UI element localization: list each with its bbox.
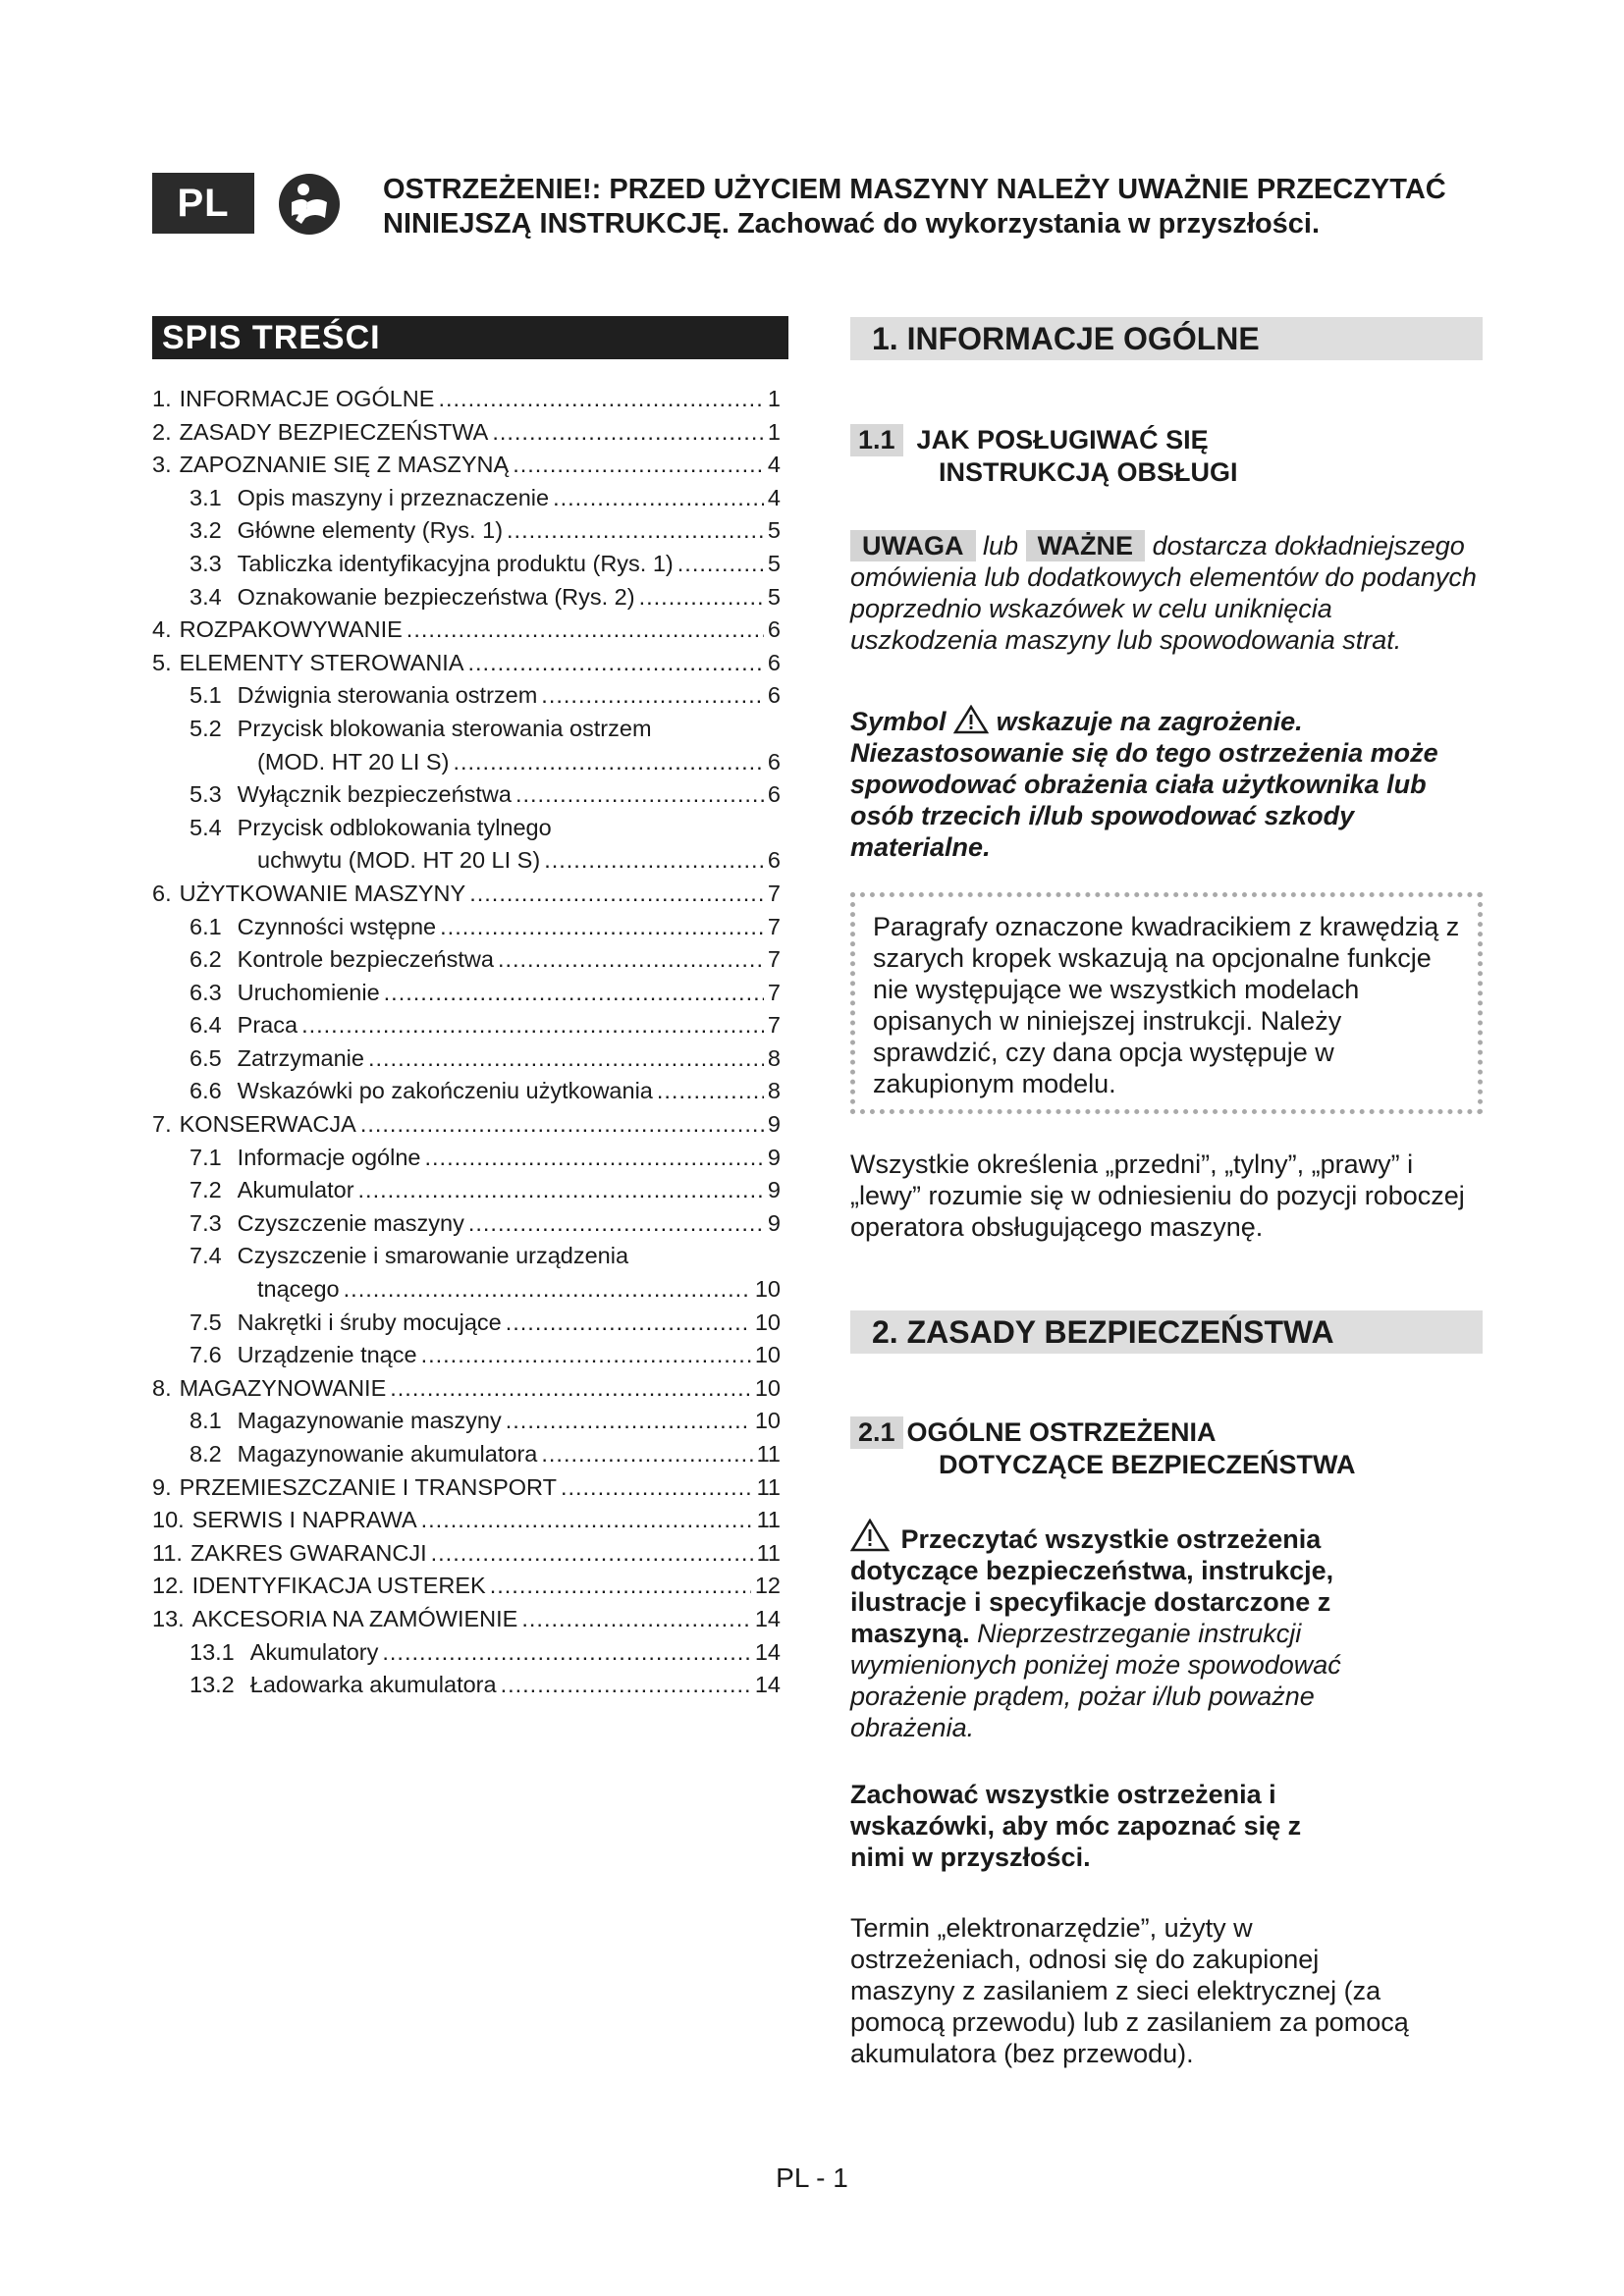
toc-entry-page: 5 (767, 583, 781, 610)
toc-entry-page: 4 (767, 452, 781, 478)
toc-entry (152, 1669, 785, 1702)
toc-entry (152, 878, 785, 911)
toc-entry (152, 647, 785, 680)
toc-dot-leader (515, 778, 764, 812)
toc-dot-leader (421, 1339, 751, 1372)
toc-entry-label: Wyłącznik bezpieczeństwa (237, 781, 512, 808)
toc-entry (152, 482, 785, 515)
toc-entry-label: Dźwignia sterowania ostrzem (237, 682, 538, 709)
toc-dot-leader (657, 1075, 764, 1108)
toc-entry-page: 10 (754, 1308, 781, 1335)
toc-entry (152, 1504, 785, 1537)
toc-entry-label: PRZEMIESZCZANIE I TRANSPORT (179, 1473, 557, 1500)
toc-entry (152, 844, 785, 878)
toc-entry-page: 10 (754, 1374, 781, 1401)
toc-dot-leader (468, 647, 764, 680)
toc-dot-leader (506, 1307, 751, 1340)
toc-entry-number: 10. (152, 1507, 185, 1533)
read-manual-icon (278, 173, 341, 236)
toc-entry (152, 416, 785, 450)
toc-entry (152, 614, 785, 647)
toc-entry (152, 1207, 785, 1241)
toc-entry-label: Czyszczenie i smarowanie urządzenia (237, 1243, 629, 1269)
toc-entry-page: 7 (767, 946, 781, 973)
toc-dot-leader (513, 449, 764, 482)
toc-dot-leader (639, 581, 764, 614)
toc-entry (152, 1438, 785, 1471)
toc-entry-label: ELEMENTY STEROWANIA (179, 649, 464, 675)
toc-dot-leader (498, 943, 764, 977)
toc-entry (152, 778, 785, 812)
optional-feature-note: Paragrafy oznaczone kwadracikiem z krawędzią z szarych kropek wskazują na opcjonalne funkcje nie występujące we wszystkich modelach opisanych w niniejszej instrukcji. Należy sprawdzić, czy dana opcja występuje w zakupionym modelu. (850, 892, 1483, 1114)
toc-entry-label: ROZPAKOWYWANIE (179, 616, 403, 643)
toc-entry-number: 8.1 (189, 1408, 222, 1434)
toc-dot-leader (382, 1636, 751, 1670)
toc-entry-number: 7.3 (189, 1209, 222, 1236)
toc-entry-page: 4 (767, 484, 781, 510)
section2-sub-title-1: OGÓLNE OSTRZEŻENIA (906, 1417, 1217, 1447)
toc-dot-leader (424, 1142, 763, 1175)
toc-entry-page: 10 (754, 1276, 781, 1303)
toc-entry-number: 6.4 (189, 1012, 222, 1039)
toc-entry-label: Urządzenie tnące (237, 1342, 417, 1368)
toc-entry (152, 812, 785, 845)
toc-dot-leader (541, 679, 764, 713)
toc-dot-leader (553, 482, 764, 515)
toc-entry-label: (MOD. HT 20 LI S) (257, 748, 450, 774)
toc-title: SPIS TREŚCI (152, 316, 788, 359)
toc-entry (152, 383, 785, 416)
toc-entry-number: 13. (152, 1605, 185, 1631)
toc-entry (152, 1372, 785, 1406)
toc-entry-number: 3.2 (189, 517, 222, 544)
toc-entry-number: 5.2 (189, 715, 222, 741)
uwaga-text-2: dokładniejszego omówienia lub dodatkowych elementów do podanych poprzednio wskazówek w celu uniknięcia uszkodzenia maszyny lub spowodowania strat. (850, 531, 1477, 655)
toc-entry-number: 8. (152, 1374, 172, 1401)
toc-entry-label: IDENTYFIKACJA USTEREK (191, 1573, 486, 1599)
read-warnings-paragraph (850, 1519, 1410, 1743)
warning-header: OSTRZEŻENIE!: PRZED UŻYCIEM MASZYNY NALEŻY UWAŻNIE PRZECZYTAĆ NINIEJSZĄ INSTRUKCJĘ. Zachować do wykorzystania w przyszłości. (383, 174, 1446, 240)
toc-dot-leader (544, 844, 764, 878)
toc-entry (152, 581, 785, 614)
toc-dot-leader (438, 383, 763, 416)
toc-entry-number: 5.4 (189, 814, 222, 840)
toc-dot-leader (492, 416, 764, 450)
toc-entry-page: 10 (754, 1342, 781, 1368)
toc-entry-label: Praca (237, 1012, 298, 1039)
toc-entry-label: Główne elementy (Rys. 1) (237, 517, 504, 544)
toc-entry (152, 977, 785, 1010)
toc-entry-number: 7.1 (189, 1144, 222, 1170)
toc-entry-page: 6 (767, 781, 781, 808)
symbol-word: Symbol (850, 707, 947, 736)
toc-entry-number: 7.4 (189, 1243, 222, 1269)
toc-entry-number: 6.2 (189, 946, 222, 973)
toc-entry-label: Czynności wstępne (237, 913, 437, 939)
toc-entry-number: 6.1 (189, 913, 222, 939)
uwaga-text-1: dostarcza (1152, 531, 1268, 561)
toc-entry-page: 5 (767, 517, 781, 544)
toc-entry (152, 911, 785, 944)
lub-word: lub (983, 531, 1019, 561)
toc-entry-page: 11 (756, 1441, 781, 1467)
toc-entry (152, 1174, 785, 1207)
term-paragraph: Termin „elektronarzędzie”, użyty w ostrzeżeniach, odnosi się do zakupionej maszyny z zasilaniem z sieci elektrycznej (za pomocą przewodu) lub z zasilaniem za pomocą akumulatora (bez przewodu). (850, 1913, 1409, 2068)
toc-entry (152, 1307, 785, 1340)
toc-entry-label: Opis maszyny i przeznaczenie (237, 484, 550, 510)
read-warnings-bold: Przeczytać wszystkie ostrzeżenia dotyczące bezpieczeństwa, instrukcje, ilustracje i specyfikacje dostarczone z maszyną. (850, 1524, 1334, 1648)
toc-dot-leader (358, 1174, 764, 1207)
toc-entry-number: 6.6 (189, 1078, 222, 1104)
toc-dot-leader (406, 614, 764, 647)
toc-entry-number: 3.3 (189, 550, 222, 576)
toc-dot-leader (390, 1372, 751, 1406)
toc-entry-number: 5. (152, 649, 172, 675)
toc-entry-page: 7 (767, 979, 781, 1005)
section1-subheading (850, 424, 1483, 489)
toc-entry (152, 548, 785, 581)
toc-dot-leader (421, 1504, 753, 1537)
toc-entry-number: 12. (152, 1573, 185, 1599)
toc-entry (152, 1537, 785, 1571)
toc-entry-page: 1 (767, 386, 781, 411)
toc-entry-label: Akumulator (237, 1177, 354, 1203)
toc-entry-label: Przycisk odblokowania tylnego (237, 814, 552, 840)
toc-entry-page: 11 (756, 1507, 781, 1533)
section2-sub-number: 2.1 (850, 1416, 903, 1449)
toc-entry-label: SERWIS I NAPRAWA (191, 1507, 417, 1533)
section2-sub-title-2: DOTYCZĄCE BEZPIECZEŃSTWA (939, 1450, 1356, 1479)
toc-entry-label: Czyszczenie maszyny (237, 1209, 464, 1236)
toc-entry-label: tnącego (257, 1276, 340, 1303)
language-badge: PL (152, 173, 254, 234)
toc-entry-label: Magazynowanie akumulatora (237, 1441, 538, 1467)
toc-entry-number: 3.1 (189, 484, 222, 510)
toc-entry-page: 6 (767, 847, 781, 874)
toc-entry-number: 5.3 (189, 781, 222, 808)
toc-entry-label: Przycisk blokowania sterowania ostrzem (237, 715, 652, 741)
toc-entry (152, 679, 785, 713)
toc-dot-leader (561, 1471, 753, 1505)
toc-entry (152, 1471, 785, 1505)
toc-entry-number: 13.2 (189, 1672, 235, 1698)
section2-title: 2. ZASADY BEZPIECZEŃSTWA (850, 1310, 1483, 1354)
toc-entry-number: 3.4 (189, 583, 222, 610)
toc-dot-leader (521, 1603, 751, 1636)
toc-dot-leader (541, 1438, 752, 1471)
toc-entry-number: 7.6 (189, 1342, 222, 1368)
toc-entry-label: Ładowarka akumulatora (249, 1672, 497, 1698)
toc-entry-page: 6 (767, 616, 781, 643)
toc-entry-label: MAGAZYNOWANIE (179, 1374, 387, 1401)
toc-entry-label: UŻYTKOWANIE MASZYNY (179, 880, 466, 906)
section1-sub-title-2: INSTRUKCJĄ OBSŁUGI (939, 457, 1238, 487)
toc-dot-leader (468, 1207, 764, 1241)
toc-entry-page: 7 (767, 913, 781, 939)
section1-title: 1. INFORMACJE OGÓLNE (850, 317, 1483, 360)
toc-entry-page: 9 (767, 1111, 781, 1138)
toc-entry-page: 14 (754, 1638, 781, 1665)
table-of-contents (152, 383, 785, 1702)
toc-dot-leader (501, 1669, 751, 1702)
toc-dot-leader (431, 1537, 753, 1571)
toc-dot-leader (344, 1273, 751, 1307)
toc-entry-page: 11 (756, 1539, 781, 1566)
toc-entry-page: 1 (767, 418, 781, 445)
toc-entry (152, 1603, 785, 1636)
toc-entry (152, 1636, 785, 1670)
toc-entry-label: ZAKRES GWARANCJI (189, 1539, 427, 1566)
toc-dot-leader (384, 977, 764, 1010)
toc-entry-label: ZAPOZNANIE SIĘ Z MASZYNĄ (179, 452, 510, 478)
keep-warnings-paragraph: Zachować wszystkie ostrzeżenia i wskazówki, aby móc zapoznać się z nimi w przyszłości. (850, 1780, 1302, 1872)
read-warnings-italic: Nieprzestrzeganie instrukcji wymienionych poniżej może spowodować porażenie prądem, pożar i/lub poważne obrażenia. (850, 1619, 1341, 1742)
toc-entry-number: 1. (152, 386, 172, 411)
toc-entry-number: 7. (152, 1111, 172, 1138)
toc-entry (152, 1075, 785, 1108)
toc-entry-page: 12 (754, 1573, 781, 1599)
toc-entry-number: 7.5 (189, 1308, 222, 1335)
page-number: PL - 1 (776, 2163, 848, 2193)
toc-entry-label: Wskazówki po zakończeniu użytkowania (237, 1078, 653, 1104)
section1-sub-number: 1.1 (850, 424, 903, 456)
toc-entry-number: 2. (152, 418, 172, 445)
warning-triangle-icon (953, 705, 989, 734)
toc-entry-number: 11. (152, 1539, 183, 1566)
toc-entry-label: Informacje ogólne (237, 1144, 421, 1170)
toc-entry (152, 1405, 785, 1438)
toc-entry-page: 6 (767, 682, 781, 709)
toc-entry (152, 514, 785, 548)
toc-entry-number: 13.1 (189, 1638, 235, 1665)
toc-entry-number: 4. (152, 616, 172, 643)
toc-entry (152, 449, 785, 482)
symbol-paragraph (850, 705, 1483, 863)
toc-dot-leader (360, 1108, 764, 1142)
toc-entry (152, 1339, 785, 1372)
toc-entry-label: uchwytu (MOD. HT 20 LI S) (257, 847, 541, 874)
toc-dot-leader (506, 1405, 751, 1438)
toc-dot-leader (453, 746, 763, 779)
toc-entry-page: 9 (767, 1144, 781, 1170)
toc-entry-page: 11 (756, 1473, 781, 1500)
toc-dot-leader (507, 514, 764, 548)
symbol-text: wskazuje na zagrożenie. Niezastosowanie się do tego ostrzeżenia może spowodować obrażenia ciała użytkownika lub osób trzecich i/lub spowodować szkody materialne. (850, 707, 1438, 862)
toc-entry-page: 6 (767, 748, 781, 774)
toc-dot-leader (440, 911, 764, 944)
toc-entry-label: Uruchomienie (237, 979, 380, 1005)
toc-entry (152, 1273, 785, 1307)
toc-entry-number: 7.2 (189, 1177, 222, 1203)
uwaga-paragraph (850, 530, 1483, 656)
toc-entry-number: 8.2 (189, 1441, 222, 1467)
toc-entry-number: 6.3 (189, 979, 222, 1005)
uwaga-label: UWAGA (850, 530, 976, 561)
toc-entry-number: 6.5 (189, 1044, 222, 1071)
toc-entry-label: Oznakowanie bezpieczeństwa (Rys. 2) (237, 583, 635, 610)
toc-entry-page: 6 (767, 649, 781, 675)
section2-subheading (850, 1416, 1483, 1481)
toc-entry-page: 14 (754, 1672, 781, 1698)
toc-dot-leader (368, 1042, 764, 1076)
toc-entry-page: 7 (767, 1012, 781, 1039)
toc-entry-label: Kontrole bezpieczeństwa (237, 946, 494, 973)
toc-dot-leader (677, 548, 764, 581)
toc-entry (152, 1142, 785, 1175)
toc-entry-page: 5 (767, 550, 781, 576)
toc-entry-label: INFORMACJE OGÓLNE (179, 386, 435, 411)
toc-dot-leader (469, 878, 764, 911)
section1-sub-title-1: JAK POSŁUGIWAĆ SIĘ (916, 425, 1209, 454)
toc-entry-label: Nakrętki i śruby mocujące (237, 1308, 502, 1335)
toc-entry-page: 14 (754, 1605, 781, 1631)
toc-entry-number: 9. (152, 1473, 172, 1500)
toc-entry (152, 746, 785, 779)
toc-entry-page: 8 (767, 1044, 781, 1071)
directions-paragraph: Wszystkie określenia „przedni”, „tylny”, „prawy” i „lewy” rozumie się w odniesieniu do pozycji roboczej operatora obsługującego maszynę. (850, 1149, 1465, 1242)
toc-entry (152, 1108, 785, 1142)
toc-entry-label: Zatrzymanie (237, 1044, 364, 1071)
toc-entry-label: AKCESORIA NA ZAMÓWIENIE (191, 1605, 518, 1631)
toc-entry-number: 5.1 (189, 682, 222, 709)
toc-dot-leader (301, 1009, 764, 1042)
toc-dot-leader (490, 1570, 751, 1603)
toc-entry-page: 10 (754, 1408, 781, 1434)
toc-entry-label: Akumulatory (249, 1638, 379, 1665)
toc-entry-page: 9 (767, 1209, 781, 1236)
toc-entry-label: Magazynowanie maszyny (237, 1408, 502, 1434)
toc-entry (152, 1042, 785, 1076)
toc-entry-label: ZASADY BEZPIECZEŃSTWA (179, 418, 489, 445)
toc-entry (152, 713, 785, 746)
toc-entry (152, 1240, 785, 1273)
toc-entry (152, 1009, 785, 1042)
toc-entry-page: 7 (767, 880, 781, 906)
warning-triangle-icon (850, 1519, 893, 1552)
toc-entry-number: 3. (152, 452, 172, 478)
toc-entry (152, 1570, 785, 1603)
wazne-label: WAŻNE (1026, 530, 1146, 561)
toc-entry-label: KONSERWACJA (179, 1111, 356, 1138)
toc-entry-page: 9 (767, 1177, 781, 1203)
toc-entry (152, 943, 785, 977)
toc-entry-label: Tabliczka identyfikacyjna produktu (Rys. 1) (237, 550, 674, 576)
toc-entry-number: 6. (152, 880, 172, 906)
toc-entry-page: 8 (767, 1078, 781, 1104)
